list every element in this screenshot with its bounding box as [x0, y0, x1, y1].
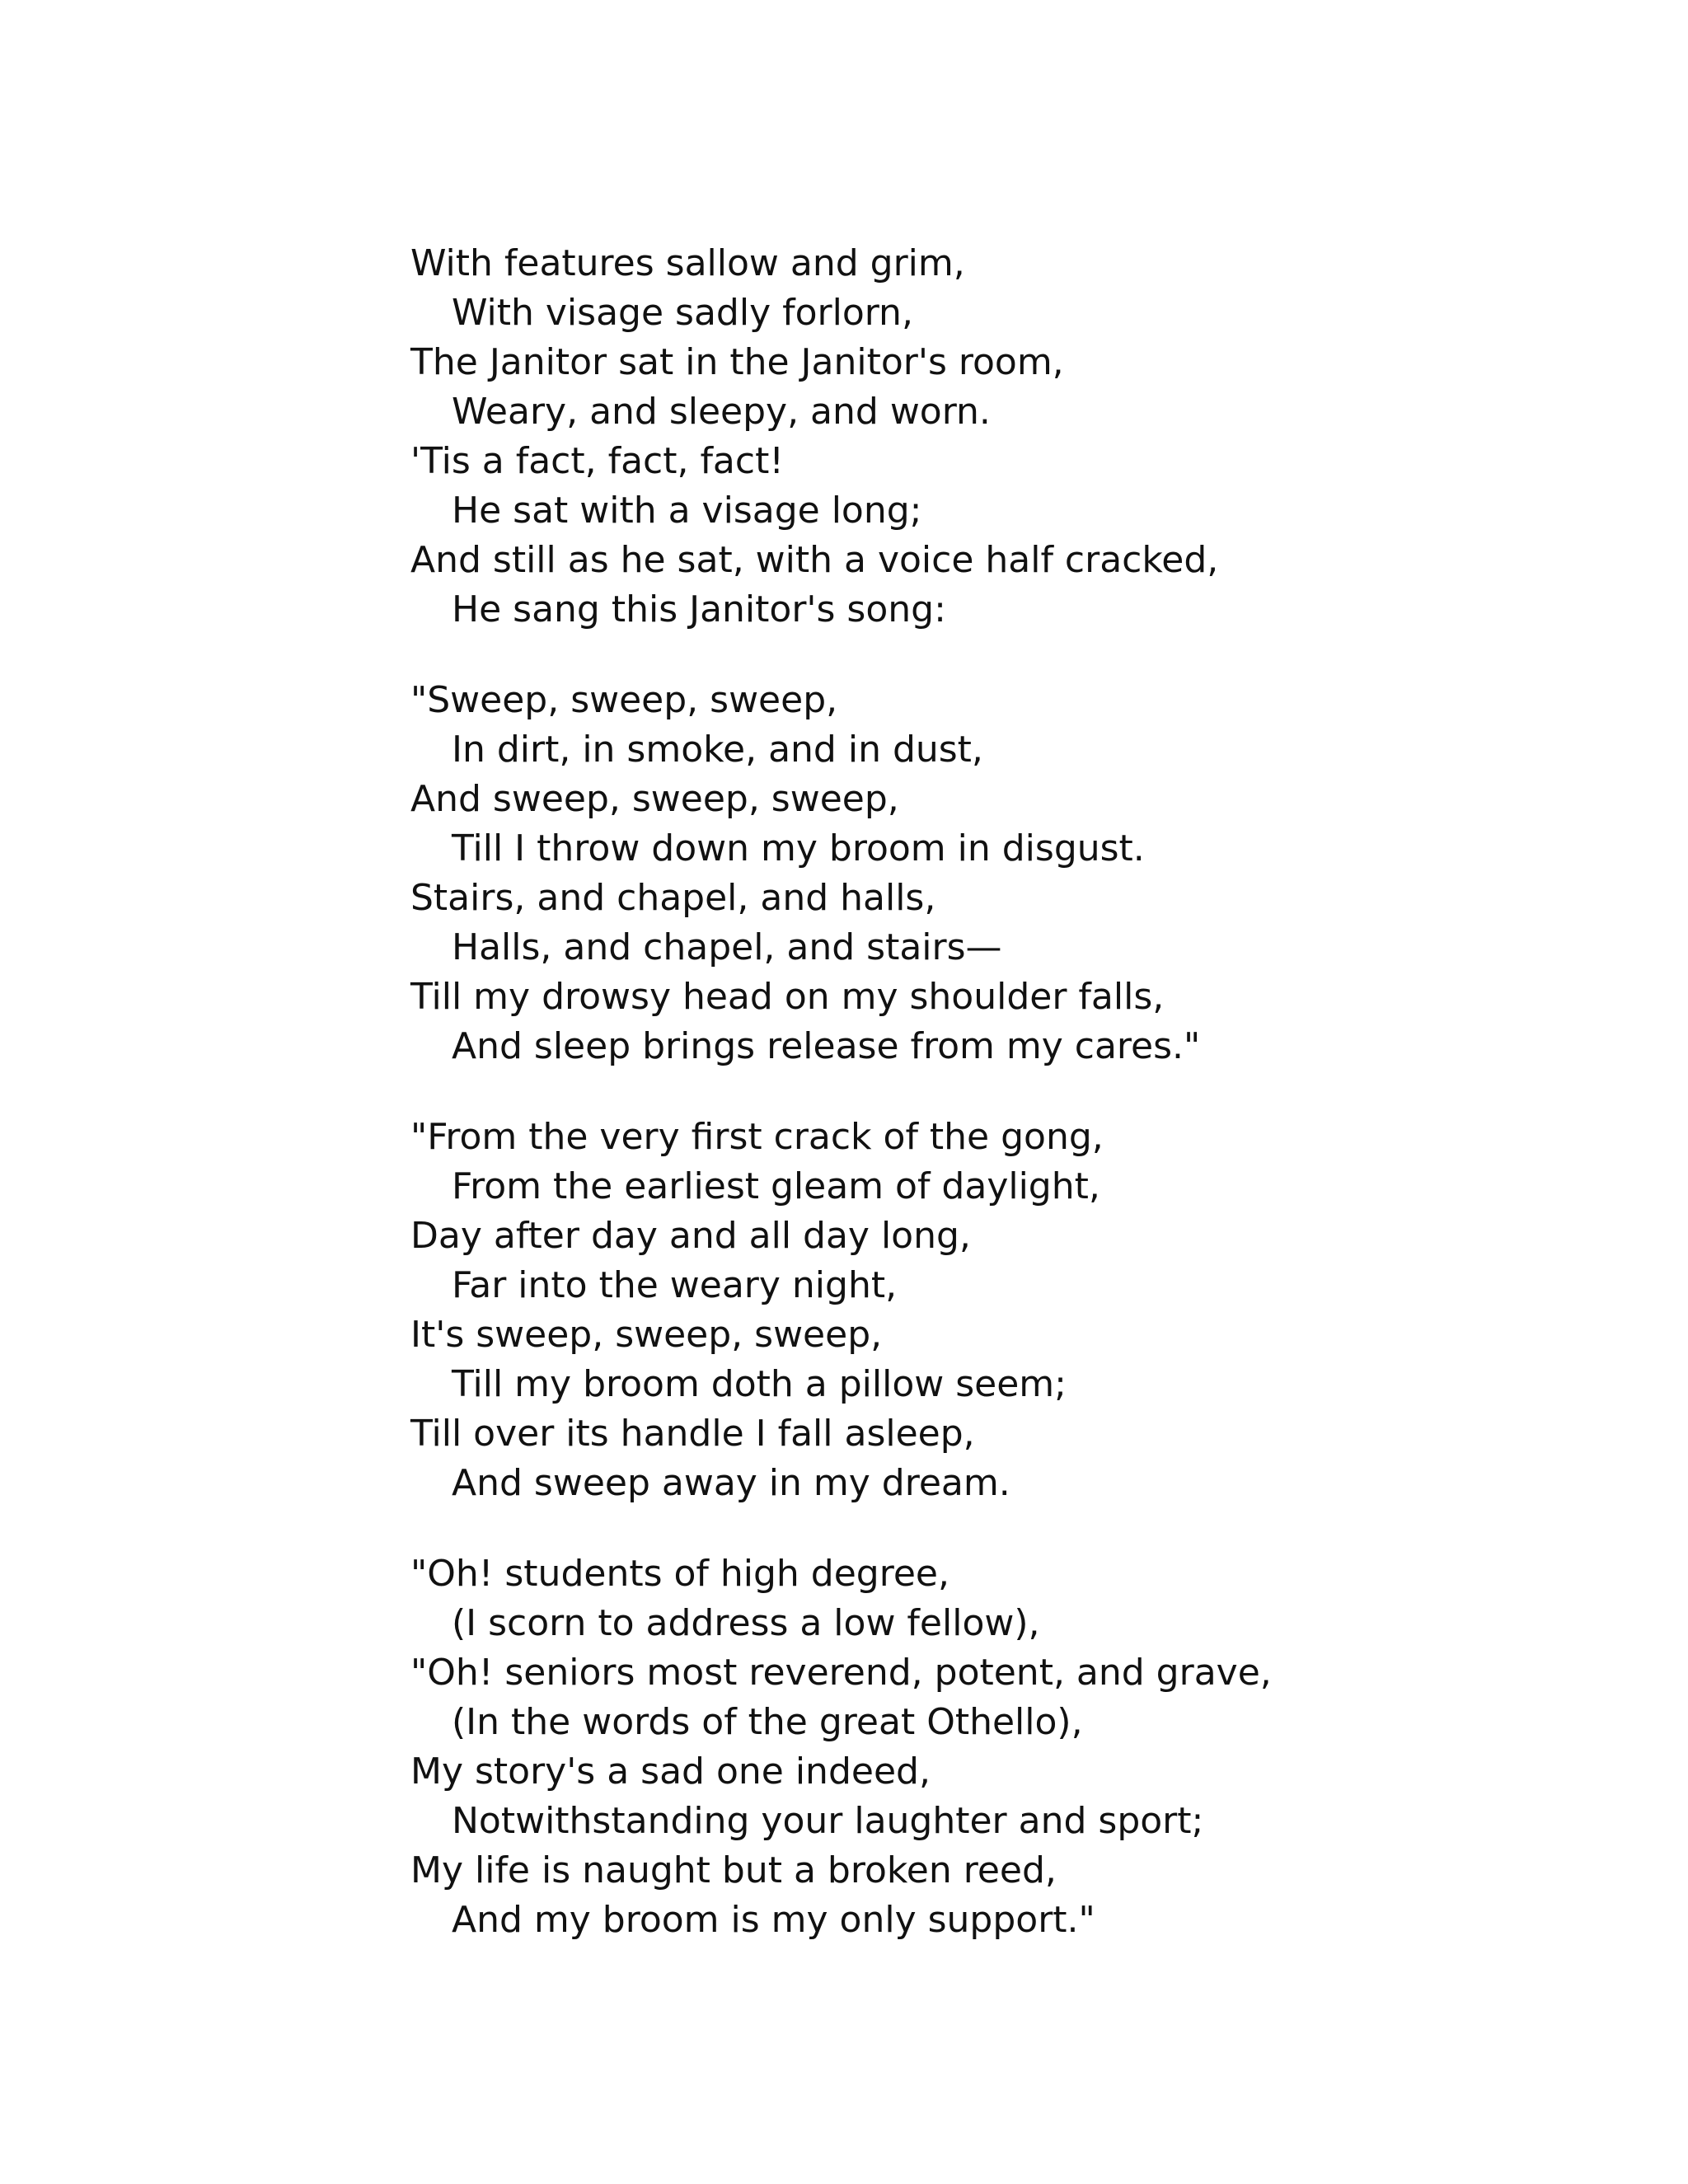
poem-line: And my broom is my only support."	[452, 1899, 1095, 1941]
poem-line: He sat with a visage long;	[452, 490, 922, 532]
poem-line: With features sallow and grim,	[410, 242, 965, 284]
poem-line: Till my broom doth a pillow seem;	[452, 1363, 1067, 1405]
poem-line: My story's a sad one indeed,	[410, 1750, 931, 1793]
poem-body	[410, 239, 1564, 1986]
poem-line: From the earliest gleam of daylight,	[452, 1165, 1100, 1207]
poem-line: Stairs, and chapel, and halls,	[410, 877, 936, 919]
poem-line: My life is naught but a broken reed,	[410, 1849, 1057, 1891]
poem-line: Far into the weary night,	[452, 1264, 898, 1306]
poem-line: Till my drowsy head on my shoulder falls,	[410, 976, 1165, 1018]
poem-line: Halls, and chapel, and stairs—	[452, 926, 1002, 968]
poem-line: Day after day and all day long,	[410, 1215, 971, 1257]
poem-line: (In the words of the great Othello),	[452, 1701, 1083, 1743]
poem-line: And sweep away in my dream.	[452, 1462, 1010, 1504]
stanza-1	[410, 239, 1564, 635]
poem-line: 'Tis a fact, fact, fact!	[410, 440, 784, 482]
poem-line: And sleep brings release from my cares."	[452, 1025, 1201, 1067]
poem-line: He sang this Janitor's song:	[452, 588, 946, 630]
poem-line: The Janitor sat in the Janitor's room,	[410, 341, 1064, 383]
stanza-4	[410, 1549, 1564, 1945]
poem-line: Till I throw down my broom in disgust.	[452, 827, 1145, 869]
poem-line: Till over its handle I fall asleep,	[410, 1413, 975, 1455]
poem-line: "Oh! seniors most reverend, potent, and grave,	[410, 1652, 1272, 1694]
poem-line: "Oh! students of high degree,	[410, 1553, 950, 1595]
poem-line: "From the very first crack of the gong,	[410, 1116, 1104, 1158]
poem-line: And still as he sat, with a voice half cracked,	[410, 539, 1219, 581]
poem-line: Weary, and sleepy, and worn.	[452, 391, 991, 433]
poem-line: Notwithstanding your laughter and sport;	[452, 1800, 1204, 1842]
stanza-3	[410, 1113, 1564, 1508]
poem-line: "Sweep, sweep, sweep,	[410, 679, 838, 721]
poem-line: In dirt, in smoke, and in dust,	[452, 729, 983, 771]
poem-line: With visage sadly forlorn,	[452, 292, 913, 334]
poem-line: And sweep, sweep, sweep,	[410, 778, 899, 820]
poem-line: It's sweep, sweep, sweep,	[410, 1314, 883, 1356]
stanza-2	[410, 676, 1564, 1071]
poem-line: (I scorn to address a low fellow),	[452, 1602, 1040, 1644]
